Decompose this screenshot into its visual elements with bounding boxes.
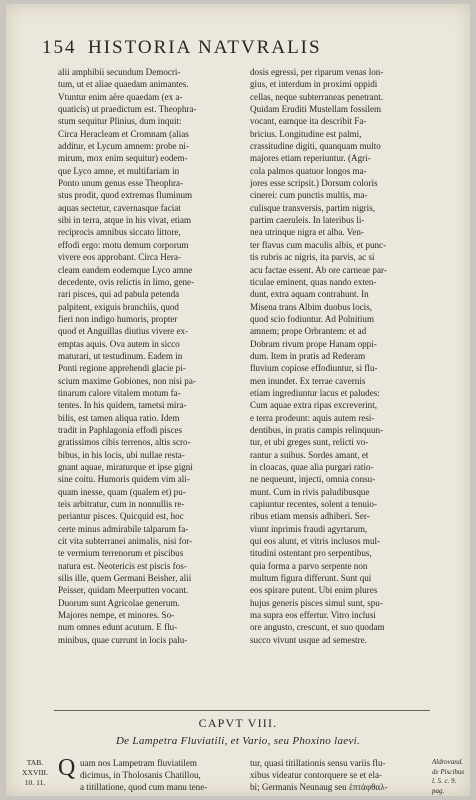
text-line: decedente, ovis relictis in limo, gene- [58, 276, 195, 287]
text-line: viunt inprimis fraudi agyrtarum, [250, 523, 368, 534]
text-line: ore angusto, crescunt, et suo quodam [250, 622, 385, 633]
chapter-subtitle: De Lampetra Fluviatili, et Vario, seu Phoxino laevi. [115, 735, 361, 747]
text-line: periantur pisces. Quicquid est, hoc [58, 511, 184, 522]
text-line: etiam ingrediuntur lacus et paludes: [250, 387, 380, 398]
text-line: ribus etiam mensis adhiberi. Ser- [250, 511, 370, 522]
text-line: ticulae eminent, quas nando exten- [250, 276, 377, 287]
text-line: teis arbitratur, cum in nonnullis re- [58, 499, 185, 510]
text-line: tradit in Paphlagonia effodi pisces [58, 424, 183, 435]
text-line: alii amphibii secundum Democri- [58, 67, 181, 77]
text-line: jores esse scripsit.) Dorsum coloris [250, 178, 378, 189]
text-line: ne nequeunt, injecti, omnia consu- [250, 474, 376, 485]
text-line: xibus videatur contorquere se et ela- [250, 770, 383, 781]
text-line: reciprocis amnibus siccato littore, [58, 227, 181, 238]
text-line: sibi in terra, atque in his vivat, etiam [58, 215, 192, 226]
margin-note-line: pag. [432, 786, 445, 795]
page-number: 154 [42, 37, 77, 58]
text-line: mirum, mox enim sequitur) eodem- [58, 153, 188, 164]
page-header [42, 37, 437, 61]
text-line: Peisser, quidam Meerputten vocant. [58, 585, 189, 596]
left-text-column [58, 66, 240, 646]
text-line: scium maxime Gobiones, non nisi pa- [58, 375, 196, 386]
text-line: majores etiam reperiuntur. (Agri- [250, 153, 371, 164]
text-line: eos spirare putent. Ubi enim plures [250, 585, 378, 596]
text-line: quaticis) ut praedictum est. Theophra- [58, 104, 197, 115]
text-line: rari pisces, qui ad pabula petenda [58, 289, 180, 300]
text-line: num omnes edunt acutum. E flu- [58, 622, 178, 633]
text-line: Quidam Eruditi Mustellam fossilem [250, 104, 382, 115]
text-line: cit vita subterranei animalis, nisi for- [58, 536, 193, 547]
chapter-heading: CAPVT VIII. [198, 716, 278, 730]
text-line: fieri non indigo humoris, propter [58, 313, 178, 324]
text-line: Ponti regione apprehendi glacie pi- [58, 363, 186, 374]
text-line: que Lyco amne, et multifariam in [58, 165, 180, 176]
text-line: quod et Anguillas diutius vivere ex- [58, 326, 189, 337]
margin-note-line: de Piscibus [432, 767, 465, 776]
text-line: dosis egressi, per riparum venas lon- [250, 67, 384, 77]
text-line: palpitent, exiguis branchiis, quod [58, 301, 179, 312]
text-line: in cloacas, quae alia purgari ratio- [250, 462, 374, 472]
text-line: natura est. Neotericis est piscis fos- [58, 560, 187, 571]
running-title: HISTORIA NATVRALIS [88, 37, 322, 58]
text-line: culisque transversis, partim nigris, [250, 202, 376, 213]
text-line: certe minus admirabile talparum fa- [58, 523, 189, 534]
text-line: e terra prodeunt: aquis autem resi- [250, 412, 375, 423]
text-line: Vtuntur enim aëre quaedam (ex a- [58, 91, 183, 102]
text-line: men inundet. Ex terrae cavernis [250, 375, 366, 386]
text-line: cola palmos quatuor longos ma- [250, 165, 367, 176]
text-line: ter flavus cum maculis albis, et punc- [250, 239, 387, 250]
text-line: a titillatione, quod cum manu tene- [80, 782, 208, 793]
text-line: tinarum calore vitalem motum fa- [58, 387, 181, 398]
text-line: bi; Germanis Neunaug seu ἑπτάφθαλ- [250, 782, 388, 793]
margin-note-line: Aldrovand. [432, 758, 464, 766]
drop-capital: Q [58, 755, 76, 781]
chapter-top-rule [54, 710, 430, 711]
text-line: vivere eos approbant. Circa Hera- [58, 252, 181, 263]
text-line: emptas aquis. Ova autem in sicco [58, 338, 180, 349]
text-line: dicimus, in Tholosanis Chatillou, [80, 770, 201, 781]
text-line: acu factae essent. Ab ore carneae par- [250, 264, 387, 275]
text-line: quam inesse, quam (qualem et) pu- [58, 486, 186, 497]
chapter-text-left [80, 757, 240, 794]
text-line: bibus, in his locis, ubi nullae resta- [58, 449, 185, 460]
text-line: titudini ostentant pro serpentibus, [250, 548, 372, 559]
text-line: Ponto unum genus esse Theophra- [58, 178, 184, 189]
text-line: rantur a suibus. Sordes amant, et [250, 449, 369, 460]
left-margin-note [18, 758, 52, 788]
margin-note-line: XXVIII. [22, 768, 48, 777]
text-line: Cum aquae extra ripas excreverint, [250, 400, 378, 411]
text-line: amnem; prope Orbrantem: et ad [250, 326, 367, 337]
text-line: sine coitu. Humoris quidem vim ali- [58, 474, 190, 485]
text-line: Dobram rivum prope Hanam oppi- [250, 338, 377, 349]
text-line: ma supra eos effertur. Vitro inclusi [250, 610, 376, 621]
text-line: quod scio fodiuntur. Ad Polnitium [250, 313, 375, 324]
text-line: gius, et interdum in proximi oppidi [250, 79, 378, 90]
text-line: vocant, eamque ita describit Fa- [250, 116, 367, 127]
text-line: succo vivunt usque ad semestre. [250, 634, 367, 645]
text-line: Majores nempe, et minores. So- [58, 610, 175, 621]
text-line: nea utrinque nigra et alba. Ven- [250, 227, 364, 238]
text-line: gratissimos cibis terrenos, altis scro- [58, 437, 191, 448]
text-line: cinerei: cum punctis multis, ma- [250, 190, 368, 201]
margin-note-line: l. 5. c. 9. [432, 777, 457, 785]
text-line: hujus generis pisces simul sunt, spu- [250, 597, 383, 608]
text-line: multum figura differunt. Sunt qui [250, 573, 372, 584]
text-line: Duorum sunt Agricolae generum. [58, 597, 180, 608]
text-line: tur, et ubi greges sunt, relicti vo- [250, 437, 369, 448]
text-line: minibus, quae currunt in locis palu- [58, 634, 188, 645]
text-line: qui eos alunt, et vitris inclusos mul- [250, 536, 381, 547]
text-line: Circa Heracleam et Cromnam (alias [58, 128, 189, 139]
text-line: uam nos Lampetram fluviatilem [80, 758, 197, 768]
margin-note-line: 10. 11. [24, 778, 46, 787]
text-line: fluvium copiose effodiuntur, si flu- [250, 363, 378, 374]
text-line: gnant aquae, miraturque et ipse gigni [58, 462, 193, 472]
book-page [6, 4, 470, 796]
text-line: silis ille, quem Germani Beisher, alii [58, 573, 192, 584]
text-line: capiuntur recentes, solent a tenuio- [250, 499, 378, 510]
text-line: dentibus, in pratis campis relinquun- [250, 424, 384, 435]
right-margin-note [432, 758, 474, 796]
text-line: munt. Cum in rivis paludibusque [250, 486, 370, 497]
text-line: partim caeruleis. In lateribus li- [250, 215, 365, 226]
text-line: cellas, neque subterraneas penetrant. [250, 91, 384, 102]
text-line: crassitudine digiti, quanquam multo [250, 141, 381, 152]
text-line: dunt, extra aquam contrahunt. In [250, 289, 369, 300]
text-line: aquas sectetur, cavernasque faciat [58, 202, 181, 213]
text-line: te vermium terrenorum et piscibus [58, 548, 184, 559]
text-line: tis rubris ac nigris, ita parvis, ac si [250, 252, 375, 263]
right-text-column [250, 66, 432, 646]
chapter-text-right [250, 757, 432, 794]
text-line: tentes. In his quidem, tametsi mira- [58, 400, 187, 411]
text-line: stus prodit, quod extremas fluminum [58, 190, 193, 201]
text-line: quia forma a parvo serpente non [250, 560, 368, 571]
text-line: bricius. Longitudine est palmi, [250, 128, 362, 139]
text-line: cleam eandem eodemque Lyco amne [58, 264, 193, 275]
text-line: maturari, ut testudinum. Eadem in [58, 350, 183, 361]
text-line: dum. Item in pratis ad Rederam [250, 350, 366, 361]
text-line: stum sequitur Plinius, dum inquit: [58, 116, 182, 127]
text-line: additur, et Lycum amnem: probe ni- [58, 141, 189, 152]
margin-note-line: TAB. [26, 758, 44, 767]
text-line: bilis, est tamen aliqua ratio. Idem [58, 412, 180, 423]
text-line: tum, ut et aliae quaedam animantes. [58, 79, 189, 90]
text-line: effodi ergo: motu demum corporum [58, 239, 189, 250]
text-line: tur, quasi titillationis sensu variis flu- [250, 758, 386, 768]
text-line: Misena trans Albim duobus locis, [250, 301, 373, 312]
